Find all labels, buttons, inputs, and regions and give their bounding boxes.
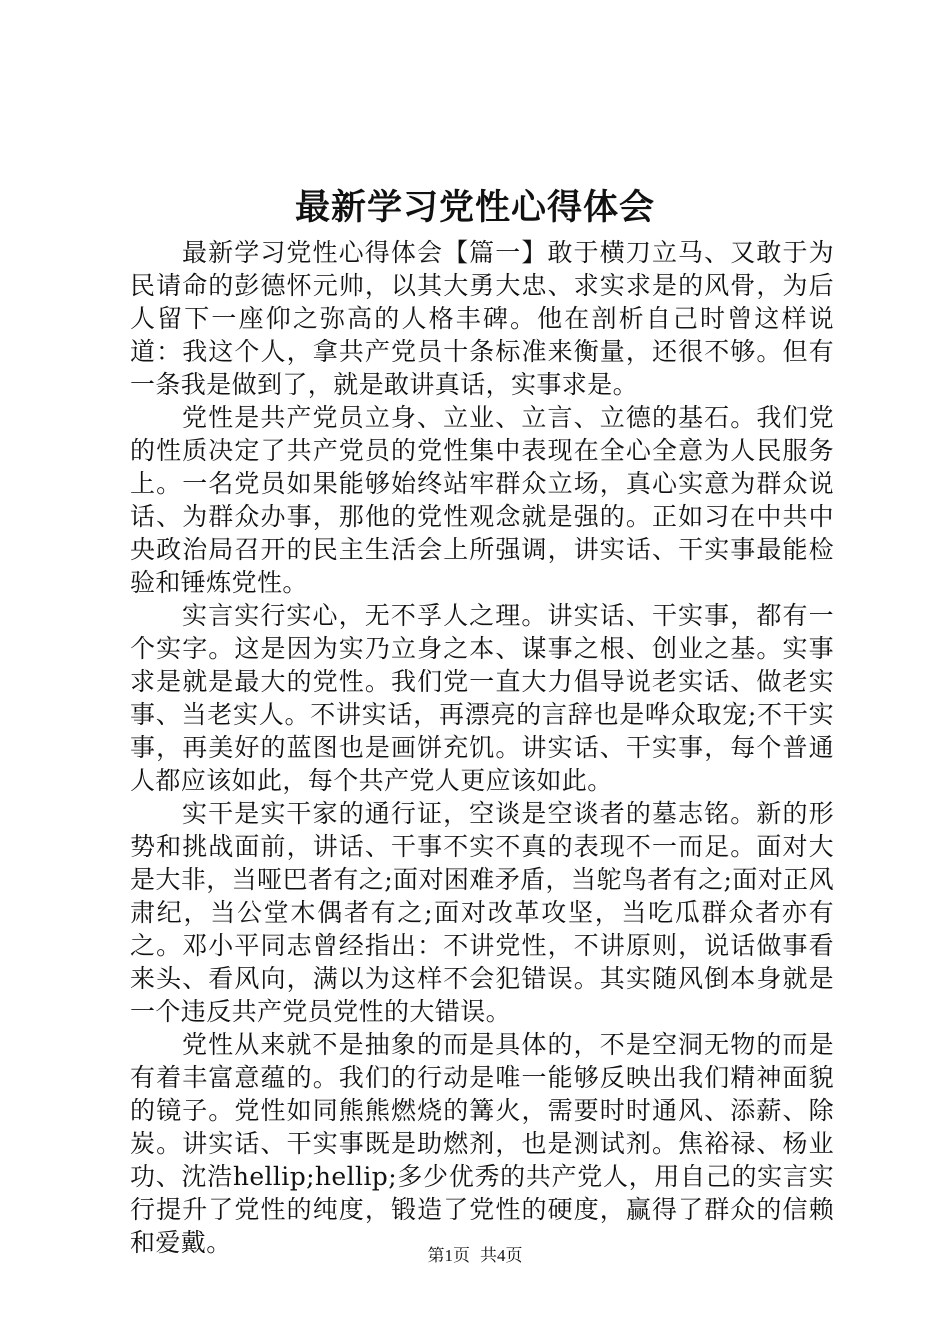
paragraph: 党性是共产党员立身、立业、立言、立德的基石。我们党的性质决定了共产党员的党性集中表现在全心全意为人民服务上。一名党员如果能够始终站牢群众立场，真心实意为群众说话、为群众办事，那他的党性观念就是强的。正如习在中共中央政治局召开的民主生活会上所强调，讲实话、干实事最能检验和锤炼党性。 xyxy=(130,403,834,597)
paragraph: 党性从来就不是抽象的而是具体的，不是空洞无物的而是有着丰富意蕴的。我们的行动是唯一能够反映出我们精神面貌的镜子。党性如同熊熊燃烧的篝火，需要时时通风、添薪、除炭。讲实话、干实事既是助燃剂，也是测试剂。焦裕禄、杨业功、沈浩hellip;hellip;多少优秀的共产党人，用自己的实言实行提升了党性的纯度，锻造了党性的硬度，赢得了群众的信赖和爱戴。 xyxy=(130,1030,834,1257)
page-number: 第1页 xyxy=(427,1246,470,1265)
page-total: 共4页 xyxy=(480,1246,523,1265)
paragraph: 实言实行实心，无不孚人之理。讲实话、干实事，都有一个实字。这是因为实乃立身之本、谋事之根、创业之基。实事求是就是最大的党性。我们党一直大力倡导说老实话、做老实事、当老实人。不讲实话，再漂亮的言辞也是哗众取宠;不干实事，再美好的蓝图也是画饼充饥。讲实话、干实事，每个普通人都应该如此，每个共产党人更应该如此。 xyxy=(130,601,834,795)
page-footer xyxy=(0,1244,950,1268)
paragraph: 实干是实干家的通行证，空谈是空谈者的墓志铭。新的形势和挑战面前，讲话、干事不实不真的表现不一而足。面对大是大非，当哑巴者有之;面对困难矛盾，当鸵鸟者有之;面对正风肃纪，当公堂木偶者有之;面对改革攻坚，当吃瓜群众者亦有之。邓小平同志曾经指出：不讲党性，不讲原则，说话做事看来头、看风向，满以为这样不会犯错误。其实随风倒本身就是一个违反共产党员党性的大错误。 xyxy=(130,799,834,1026)
document-body xyxy=(130,236,834,1259)
document-title: 最新学习党性心得体会 xyxy=(294,187,655,228)
paragraph: 最新学习党性心得体会【篇一】敢于横刀立马、又敢于为民请命的彭德怀元帅，以其大勇大忠、求实求是的风骨，为后人留下一座仰之弥高的人格丰碑。他在剖析自己时曾这样说道：我这个人，拿共产党员十条标准来衡量，还很不够。但有一条我是做到了，就是敢讲真话，实事求是。 xyxy=(130,238,834,399)
